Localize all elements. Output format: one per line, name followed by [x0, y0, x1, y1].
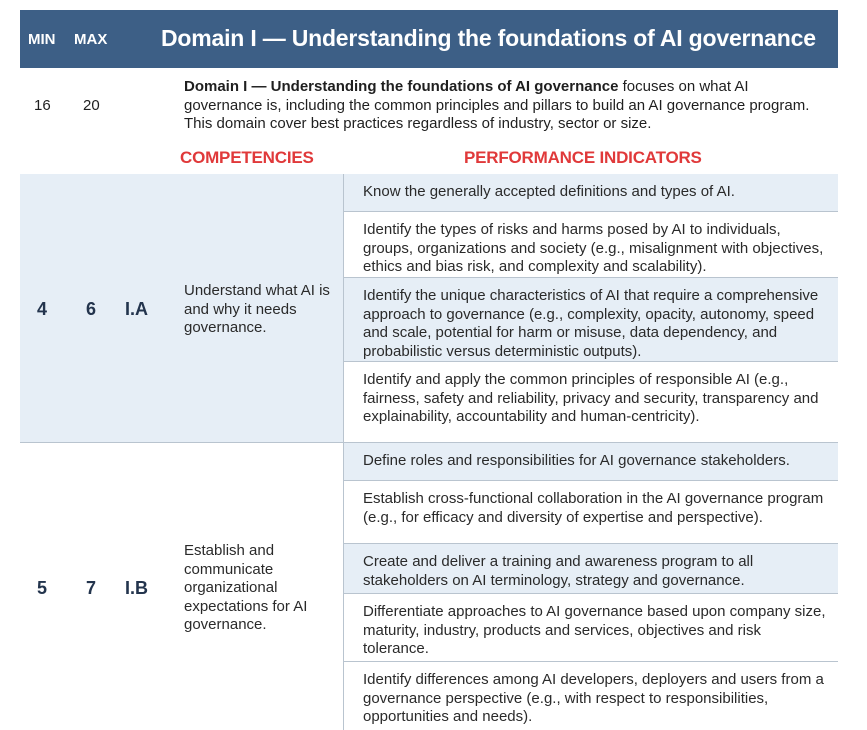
- indicator-item: Establish cross-functional collaboration in the AI governance program (e.g., for efficacy and diversity of expertise and perspective).: [344, 481, 838, 544]
- performance-indicators-heading: PERFORMANCE INDICATORS: [464, 148, 702, 167]
- indicator-item: Know the generally accepted definitions and types of AI.: [344, 174, 838, 212]
- competency-id: I.A: [125, 299, 149, 319]
- competency-row-ib: [20, 443, 838, 730]
- indicator-item: Identify and apply the common principles of responsible AI (e.g., fairness, safety and reliability, privacy and security, transparency and explainability, accountability and human-centricity).: [344, 362, 838, 442]
- indicator-item: Differentiate approaches to AI governance based upon company size, maturity, industry, products and services, objectives and risk tolerance.: [344, 594, 838, 662]
- row-min-value: 4: [37, 299, 48, 319]
- competencies-heading: COMPETENCIES: [180, 148, 314, 167]
- indicator-item: Identify the types of risks and harms posed by AI to individuals, groups, organizations and society (e.g., misalignment with objectives, ethics and bias risk, and complexity and scalability).: [344, 212, 838, 278]
- competency-row-ia: [20, 174, 838, 443]
- indicator-item: Identify differences among AI developers, deployers and users from a governance perspective (e.g., with respect to responsibilities, opportunities and needs).: [344, 662, 838, 730]
- indicator-item: Define roles and responsibilities for AI governance stakeholders.: [344, 443, 838, 481]
- min-column-header: MIN: [28, 31, 56, 48]
- max-column-header: MAX: [74, 31, 108, 48]
- competency-text: Establish and communicate organizational expectations for AI governance.: [184, 542, 308, 633]
- row-min-value: 5: [37, 578, 48, 598]
- indicator-item: Identify the unique characteristics of AI that require a comprehensive approach to governance (e.g., complexity, opacity, autonomy, speed and scale, potential for harm or misuse, data dependency, and probabilistic versus deterministic outputs).: [344, 278, 838, 362]
- domain-description-lead: Domain I — Understanding the foundations of AI governance: [184, 78, 619, 95]
- competency-id: I.B: [125, 578, 149, 598]
- row-max-value: 6: [86, 299, 97, 319]
- domain-min-value: 16: [34, 97, 51, 114]
- domain-max-value: 20: [83, 97, 100, 114]
- domain-description: [184, 78, 824, 134]
- domain-header: [20, 10, 838, 68]
- indicator-item: Create and deliver a training and awareness program to all stakeholders on AI terminology, strategy and governance.: [344, 544, 838, 594]
- row-max-value: 7: [86, 578, 97, 598]
- domain-title: Domain I — Understanding the foundations of AI governance: [161, 25, 816, 51]
- competency-text: Understand what AI is and why it needs governance.: [184, 282, 330, 336]
- domain-description-body: focuses on what AI governance is, including the common principles and pillars to build an AI governance program. This domain cover best practices regardless of industry, sector or size.: [184, 78, 810, 132]
